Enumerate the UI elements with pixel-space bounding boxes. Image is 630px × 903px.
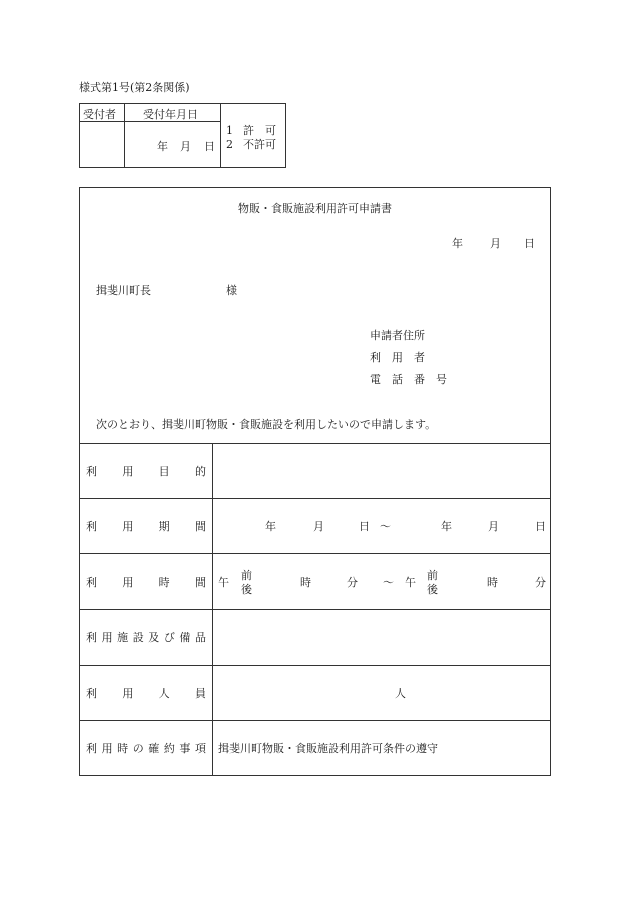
time-start-minute: 分 <box>347 576 358 589</box>
period-start-month: 月 <box>313 520 324 533</box>
terms-value: 揖斐川町物販・食販施設利用許可条件の遵守 <box>218 742 438 755</box>
received-date-day: 日 <box>204 140 215 153</box>
terms-label-char: 事 <box>179 742 191 755</box>
terms-label-char: 時 <box>117 742 129 755</box>
equipment-label-char: び <box>163 631 175 644</box>
received-date-year: 年 <box>157 140 168 153</box>
time-end-minute: 分 <box>535 576 546 589</box>
received-date-month: 月 <box>180 140 191 153</box>
equipment-label-char: 設 <box>132 631 144 644</box>
purpose-label-char: 的 <box>194 465 206 478</box>
people-label-char: 利 <box>86 687 97 700</box>
row-line-2 <box>79 498 551 499</box>
period-label <box>86 520 206 533</box>
application-date-month: 月 <box>490 237 501 250</box>
period-tilde: 〜 <box>380 520 391 533</box>
application-statement: 次のとおり、揖斐川町物販・食販施設を利用したいので申請します。 <box>96 418 437 431</box>
people-unit: 人 <box>395 687 406 700</box>
row-line-3 <box>79 553 551 554</box>
time-start-am: 前 <box>241 569 252 582</box>
reception-divider-1 <box>124 104 125 168</box>
equipment-label-char: 及 <box>148 631 160 644</box>
application-date-year: 年 <box>452 237 463 250</box>
equipment-label-char: 品 <box>194 631 206 644</box>
row-line-6 <box>79 720 551 721</box>
option-not-permit: 不許可 <box>243 138 276 151</box>
applicant-user-label: 利 用 者 <box>370 351 425 364</box>
time-label <box>86 576 206 589</box>
purpose-label-char: 用 <box>122 465 134 478</box>
terms-label <box>86 742 206 755</box>
option-1-number: 1 <box>226 124 233 137</box>
time-tilde: 〜 <box>383 576 394 589</box>
time-start-hour: 時 <box>300 576 311 589</box>
equipment-label-char: 施 <box>117 631 129 644</box>
people-label-char: 用 <box>122 687 134 700</box>
period-end-month: 月 <box>488 520 499 533</box>
time-end-pm: 後 <box>427 583 438 596</box>
period-end-day: 日 <box>535 520 546 533</box>
terms-label-char: 約 <box>163 742 175 755</box>
time-label-char: 時 <box>158 576 170 589</box>
addressee-honorific: 様 <box>226 284 237 297</box>
reception-divider-2 <box>220 104 221 168</box>
option-permit: 許 可 <box>243 124 276 137</box>
terms-label-char: 項 <box>194 742 206 755</box>
people-label <box>86 687 206 700</box>
time-start-go: 午 <box>218 576 229 589</box>
period-label-char: 用 <box>122 520 134 533</box>
applicant-phone-label: 電 話 番 号 <box>370 373 447 386</box>
period-start-year: 年 <box>265 520 276 533</box>
period-start-day: 日 <box>359 520 370 533</box>
time-label-char: 利 <box>86 576 97 589</box>
terms-label-char: 利 <box>86 742 97 755</box>
equipment-label-char: 備 <box>179 631 191 644</box>
purpose-label <box>86 465 206 478</box>
time-end-hour: 時 <box>487 576 498 589</box>
equipment-label-char: 利 <box>86 631 97 644</box>
terms-label-char: の <box>132 742 144 755</box>
equipment-field[interactable] <box>213 610 550 665</box>
period-label-char: 期 <box>158 520 170 533</box>
purpose-field[interactable] <box>213 444 550 498</box>
time-label-char: 用 <box>122 576 134 589</box>
terms-label-char: 用 <box>101 742 113 755</box>
period-end-year: 年 <box>441 520 452 533</box>
purpose-label-char: 利 <box>86 465 97 478</box>
time-label-char: 間 <box>194 576 206 589</box>
people-label-char: 人 <box>158 687 170 700</box>
equipment-label-char: 用 <box>101 631 113 644</box>
reception-header-line <box>79 121 220 122</box>
period-label-char: 利 <box>86 520 97 533</box>
equipment-label <box>86 631 206 644</box>
receiver-header: 受付者 <box>83 108 116 121</box>
terms-label-char: 確 <box>148 742 160 755</box>
time-end-am: 前 <box>427 569 438 582</box>
application-date-day: 日 <box>524 237 535 250</box>
period-label-char: 間 <box>194 520 206 533</box>
form-title: 物販・食販施設利用許可申請書 <box>238 202 392 215</box>
form-number-label: 様式第1号(第2条関係) <box>79 81 190 94</box>
people-label-char: 員 <box>194 687 206 700</box>
addressee: 揖斐川町長 <box>96 284 151 297</box>
option-2-number: 2 <box>226 138 233 151</box>
purpose-label-char: 目 <box>158 465 170 478</box>
row-line-5 <box>79 665 551 666</box>
applicant-address-label: 申請者住所 <box>370 329 425 342</box>
time-end-go: 午 <box>405 576 416 589</box>
received-date-header: 受付年月日 <box>143 108 198 121</box>
time-start-pm: 後 <box>241 583 252 596</box>
